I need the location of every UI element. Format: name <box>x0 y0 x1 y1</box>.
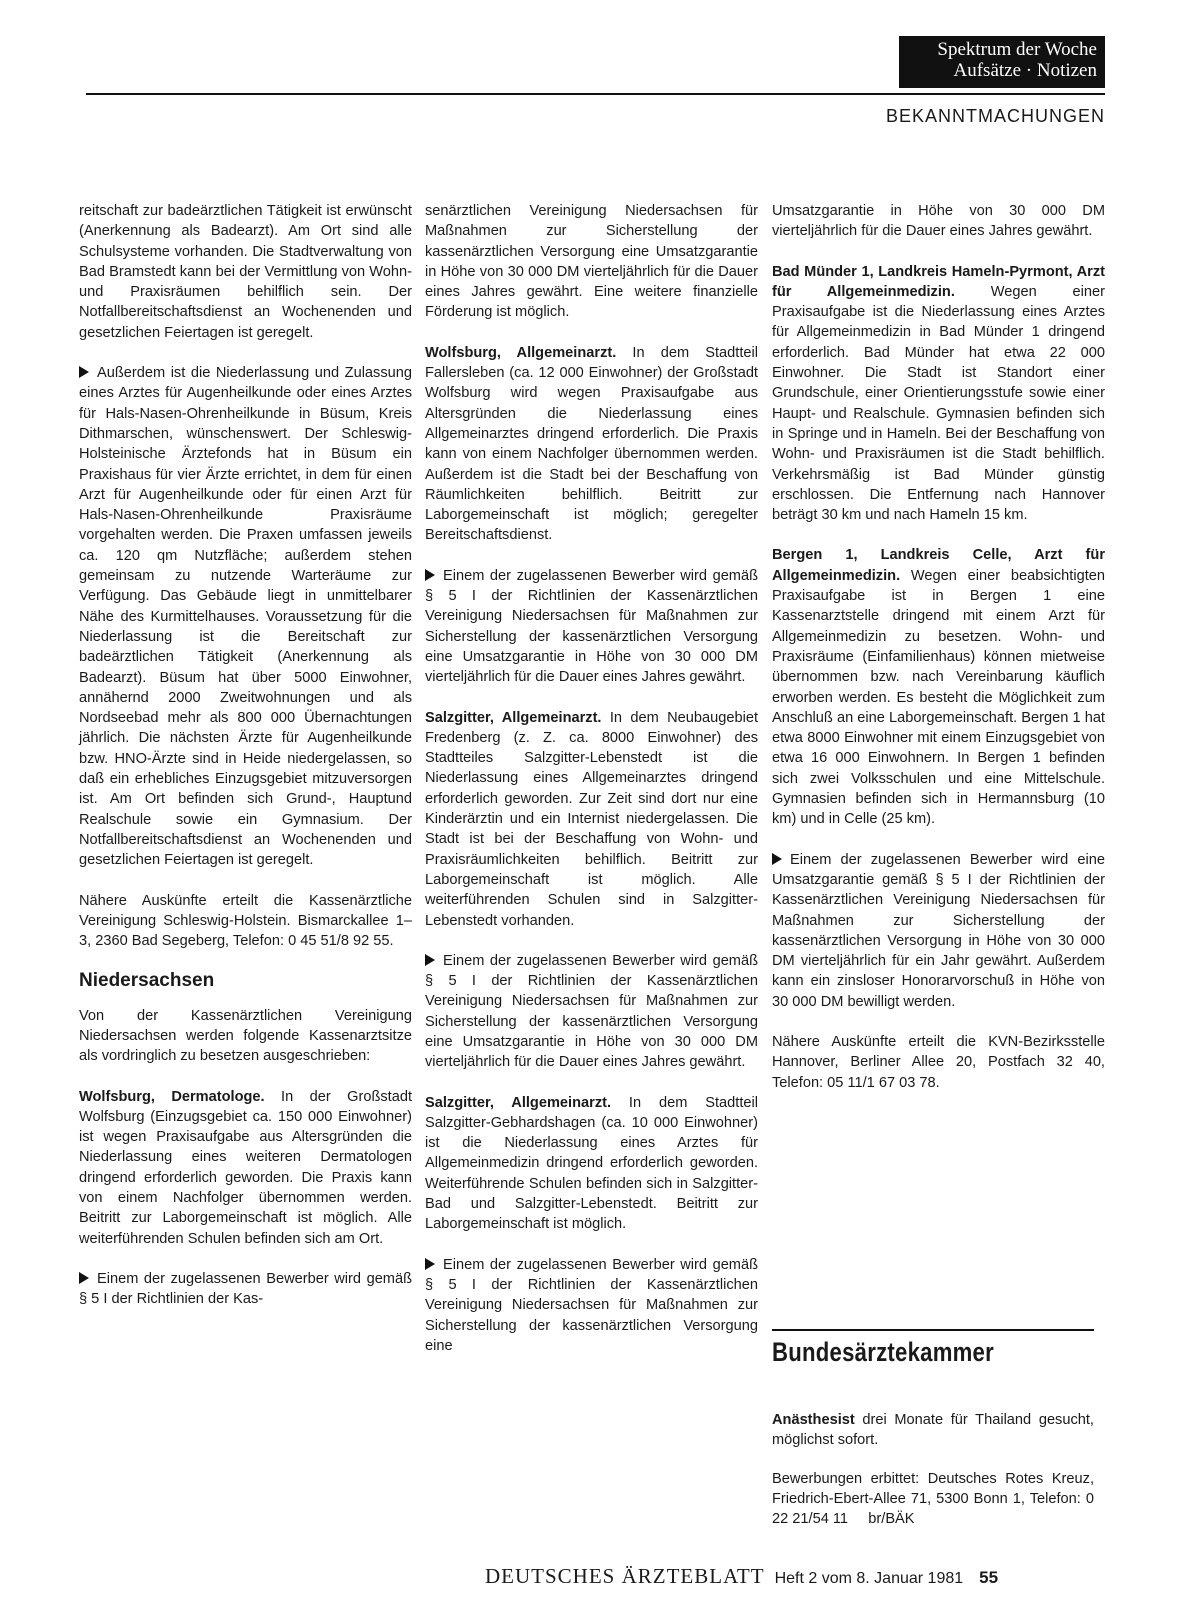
paragraph: Umsatzgarantie in Höhe von 30 000 DM vierteljährlich für die Dauer eines Jahres gewährt. <box>772 203 1105 240</box>
column-3 <box>772 201 1105 1113</box>
page-footer <box>485 1564 1105 1594</box>
paragraph: Einem der zugelassenen Bewerber wird gemäß § 5 I der Richtlinien der Kassenärztlichen Vereinigung Niedersachsen für Maßnahmen zur Sicherstellung der kassenärztlichen Versorgung eine <box>425 1256 758 1354</box>
paragraph: Salzgitter, Allgemeinarzt. In dem Neubaugebiet Fredenberg (z. Z. ca. 8000 Einwohner) des Stadtteiles Salzgitter-Lebenstedt ist die Niederlassung eines Allgemeinarztes dringend erforderlich geworden. Zur Zeit sind dort nur eine Kinderärztin und ein Internist niedergelassen. Die Stadt ist bei der Beschaffung von Wohn- und Praxisräumlichkeiten behilflich. Beitritt zur Laborgemeinschaft ist möglich. Alle weiterführenden Schulen sind in Salzgitter-Lebenstedt vorhanden. <box>425 709 758 929</box>
header-rule <box>86 93 1105 95</box>
heading-niedersachsen: Niedersachsen <box>79 970 215 992</box>
paragraph: Wolfsburg, Dermatologe. In der Großstadt Wolfsburg (Einzugsgebiet ca. 150 000 Einwohner) ist wegen Praxisaufgabe aus Altersgründen die Niederlassung eines weiteren Dermatologen dringend erforderlich geworden. Die Praxis kann von einem Nachfolger übernommen werden. Beitritt zur Laborgemeinschaft ist möglich. Alle weiterführenden Schulen befinden sich am Ort. <box>79 1088 412 1247</box>
paragraph: Bewerbungen erbittet: Deutsches Rotes Kreuz, Friedrich-Ebert-Allee 71, 5300 Bonn 1, Telefon: 0 22 21/54 11 br/BÄK <box>772 1470 1099 1528</box>
section-title: Spektrum der Woche <box>937 39 1097 60</box>
triangle-bullet-icon <box>79 1272 89 1284</box>
paragraph: Einem der zugelassenen Bewerber wird gemäß § 5 I der Richtlinien der Kassenärztlichen Vereinigung Niedersachsen für Maßnahmen zur Sicherstellung der kassenärztlichen Versorgung eine Umsatzgarantie in Höhe von 30 000 DM vierteljährlich für die Dauer eines Jahres gewährt. <box>425 567 758 686</box>
paragraph: Nähere Auskünfte erteilt die KVN-Bezirksstelle Hannover, Berliner Allee 20, Postfach 32 40, Telefon: 05 11/1 67 03 78. <box>772 1033 1105 1091</box>
issue-info: Heft 2 vom 8. Januar 1981 <box>774 1570 964 1587</box>
paragraph: reitschaft zur badeärztlichen Tätigkeit ist erwünscht (Anerkennung als Badearzt). Am Ort sind alle Schulsysteme vorhanden. Die Stadtverwaltung von Bad Bramstedt kann bei der Vermittlung von Wohn- und Praxisräumen behilflich sein. Der Notfallbereitschaftsdienst an Wochenenden und gesetzlichen Feiertagen ist geregelt. <box>79 203 412 341</box>
paragraph: Nähere Auskünfte erteilt die Kassenärztliche Vereinigung Schleswig-Holstein. Bismarckallee 1–3, 2360 Bad Segeberg, Telefon: 0 45 51/8 92 55. <box>79 892 412 950</box>
column-2 <box>425 201 758 1376</box>
paragraph: Einem der zugelassenen Bewerber wird eine Umsatzgarantie gemäß § 5 I der Richtlinien der Kassenärztlichen Vereinigung Niedersachsen für Maßnahmen zur Sicherstellung der kassenärztlichen Versorgung in Höhe von 30 000 DM vierteljährlich für ein Jahr gewährt. Außerdem kann ein zinsloser Honorarvorschuß in Höhe von 30 000 DM bewilligt werden. <box>772 851 1105 1010</box>
paragraph: Bergen 1, Landkreis Celle, Arzt für Allgemeinmedizin. Wegen einer beabsichtigten Praxisaufgabe ist in Bergen 1 eine Kassenarztstelle dringend mit einem Arzt für Allgemeinmedizin zu besetzen. Wohn- und Praxisräume (Einfamilienhaus) können mietweise übernommen bzw. nach Vereinbarung käuflich erworben werden. Es besteht die Möglichkeit zum Anschluß an eine Laborgemeinschaft. Bergen 1 hat etwa 8000 Einwohner mit einem Einzugsgebiet von etwa 16 000 Einwohnern. In Bergen 1 befinden sich zwei Volksschulen und eine Mittelschule. Gymnasien befinden sich in Hermannsburg (10 km) und in Celle (25 km). <box>772 547 1105 828</box>
paragraph: Von der Kassenärztlichen Vereinigung Niedersachsen werden folgende Kassenarztsitze als vordringlich zu besetzen ausgeschrieben: <box>79 1007 412 1065</box>
triangle-bullet-icon <box>425 954 435 966</box>
paragraph: Anästhesist drei Monate für Thailand gesucht, möglichst sofort. <box>772 1412 1094 1449</box>
triangle-bullet-icon <box>425 569 435 581</box>
category-label: BEKANNTMACHUNGEN <box>885 106 1105 126</box>
page-number: 55 <box>979 1568 999 1587</box>
paragraph: Bad Münder 1, Landkreis Hameln-Pyrmont, Arzt für Allgemeinmedizin. Wegen einer Praxisaufgabe ist die Niederlassung eines Arztes für Allgemeinmedizin in Bad Münder 1 dringend erforderlich. Bad Münder hat etwa 22 000 Einwohner. Die Stadt ist Standort einer Grundschule, einer Orientierungsstufe sowie einer Haupt- und Realschule. Gymnasien befinden sich in Springe und in Hameln. Bei der Beschaffung von Wohn- und Praxisräumen ist die Stadt behilflich. Verkehrsmäßig ist Bad Münder günstig erschlossen. Die Entfernung nach Hannover beträgt 30 km und nach Hameln 15 km. <box>772 263 1106 524</box>
heading-bundesaerztekammer: Bundesärztekammer <box>772 1337 994 1367</box>
paragraph: Wolfsburg, Allgemeinarzt. In dem Stadtteil Fallersleben (ca. 12 000 Einwohner) der Großstadt Wolfsburg wird wegen Praxisaufgabe aus Altersgründen die Niederlassung eines Allgemeinarztes dringend erforderlich. Die Praxis kann von einem Nachfolger übernommen werden. Außerdem ist die Stadt bei der Beschaffung von Räumlichkeiten behilflich. Beitritt zur Laborgemeinschaft ist möglich; geregelter Bereitschaftsdienst. <box>425 344 758 544</box>
bundes-body <box>772 1410 1099 1547</box>
triangle-bullet-icon <box>772 853 782 865</box>
paragraph: Außerdem ist die Niederlassung und Zulassung eines Arztes für Augenheilkunde oder eines Arztes für Hals-Nasen-Ohrenheilkunde in Büsum, Kreis Dithmarschen, wünschenswert. Der Schleswig-Holsteinische Ärztefonds hat in Büsum ein Praxishaus für vier Ärzte errichtet, in dem für einen Arzt für Augenheilkunde oder für einen Arzt für Hals-Nasen-Ohrenheilkunde Praxisräume vorgehalten werden. Die Praxen umfassen jeweils ca. 120 qm Nutzfläche; außerdem stehen gemeinsam zu nutzende Warteräume zur Verfügung. Das Gebäude liegt in unmittelbarer Nähe des Kurmittelhauses. Voraussetzung für die Niederlassung ist die Bereitschaft zur badeärztlichen Tätigkeit (Anerkennung als Badearzt). Büsum hat über 5000 Einwohner, annähernd 2000 Zweitwohnungen und als Nordseebad mehr als 800 000 Übernachtungen jährlich. Die nächsten Ärzte für Augenheilkunde bzw. HNO-Ärzte sind in Heide niedergelassen, so daß ein erhebliches Einzugsgebiet mitzuversorgen ist. Am Ort befinden sich Grund-, Hauptund Realschule sowie ein Gymnasium. Der Notfallbereitschaftsdienst an Wochenenden und gesetzlichen Feiertagen ist geregelt. <box>79 365 412 869</box>
paragraph: senärztlichen Vereinigung Niedersachsen für Maßnahmen zur Sicherstellung der kassenärztlichen Versorgung eine Umsatzgarantie in Höhe von 30 000 DM vierteljährlich für die Dauer eines Jahres gewährt. Eine weitere finanzielle Förderung ist möglich. <box>425 203 758 321</box>
bundes-rule <box>772 1329 1094 1331</box>
paragraph: Einem der zugelassenen Bewerber wird gemäß § 5 I der Richtlinien der Kassenärztlichen Vereinigung Niedersachsen für Maßnahmen zur Sicherstellung der kassenärztlichen Versorgung eine Umsatzgarantie in Höhe von 30 000 DM vierteljährlich für die Dauer eines Jahres gewährt. <box>425 952 758 1071</box>
section-subtitle: Aufsätze · Notizen <box>953 60 1097 81</box>
section-header-box <box>899 36 1105 88</box>
journal-name: DEUTSCHES ÄRZTEBLATT <box>485 1564 765 1588</box>
triangle-bullet-icon <box>79 366 89 378</box>
triangle-bullet-icon <box>425 1258 435 1270</box>
paragraph: Salzgitter, Allgemeinarzt. In dem Stadtteil Salzgitter-Gebhardshagen (ca. 10 000 Einwohner) ist die Niederlassung eines Arztes für Allgemeinmedizin dringend erforderlich geworden. Weiterführende Schulen befinden sich in Salzgitter-Bad und Salzgitter-Lebenstedt. Beitritt zur Laborgemeinschaft ist möglich. <box>425 1094 758 1233</box>
column-1 <box>79 201 412 1330</box>
paragraph: Einem der zugelassenen Bewerber wird gemäß § 5 I der Richtlinien der Kas- <box>79 1270 412 1308</box>
